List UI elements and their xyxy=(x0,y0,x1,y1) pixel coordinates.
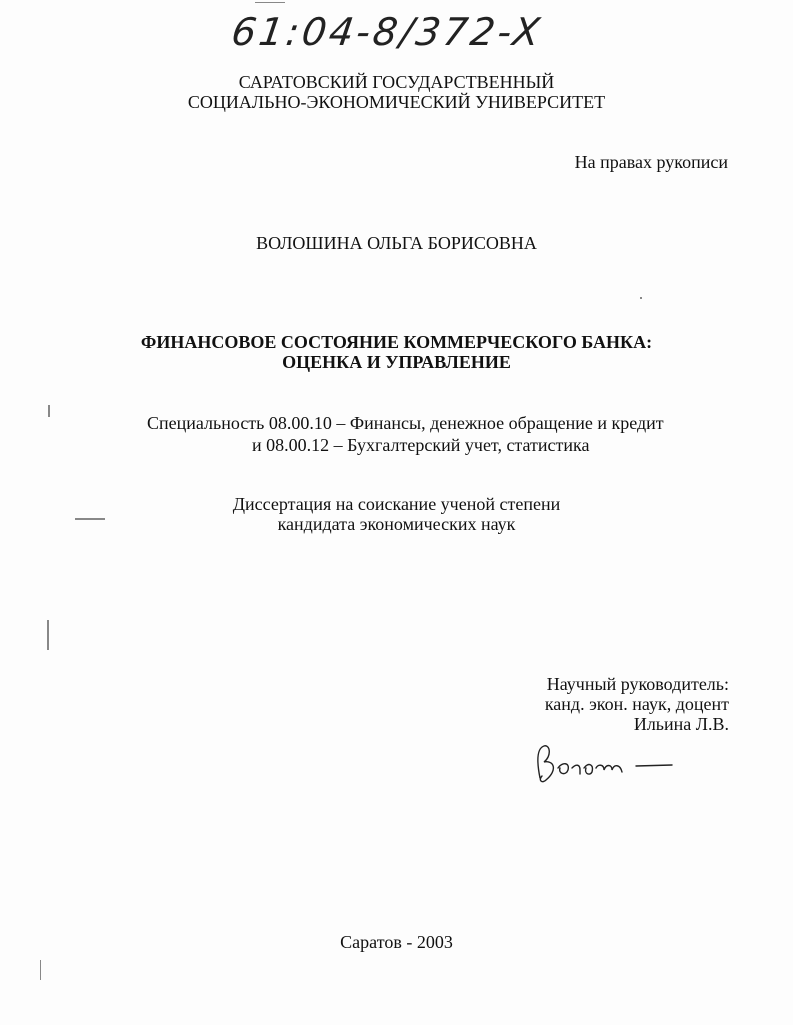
city-year: Саратов - 2003 xyxy=(340,932,453,952)
handwritten-catalog-code: 61:04-8/372-X xyxy=(228,10,546,54)
author-name: ВОЛОШИНА ОЛЬГА БОРИСОВНА xyxy=(256,233,537,253)
degree-line-1: Диссертация на соискание ученой степени xyxy=(232,494,561,514)
rights-note: На правах рукописи xyxy=(574,152,728,172)
scan-speck xyxy=(75,518,105,520)
university-line-1: САРАТОВСКИЙ ГОСУДАРСТВЕННЫЙ xyxy=(238,72,555,92)
handwritten-signature xyxy=(532,738,682,788)
scan-speck xyxy=(48,405,50,417)
stray-mark xyxy=(255,2,285,3)
specialty-line-2: и 08.00.12 – Бухгалтерский учет, статистика xyxy=(252,435,590,455)
advisor-line-3: Ильина Л.В. xyxy=(633,714,729,734)
specialty-line-1: Специальность 08.00.10 – Финансы, денежное обращение и кредит xyxy=(147,413,664,433)
advisor-line-2: канд. экон. наук, доцент xyxy=(544,694,729,714)
advisor-line-1: Научный руководитель: xyxy=(546,674,729,694)
scan-speck xyxy=(640,297,642,299)
scan-speck xyxy=(47,620,49,650)
scan-speck xyxy=(40,960,41,980)
dissertation-title-line-2: ОЦЕНКА И УПРАВЛЕНИЕ xyxy=(282,352,511,372)
degree-line-2: кандидата экономических наук xyxy=(277,514,516,534)
dissertation-title-line-1: ФИНАНСОВОЕ СОСТОЯНИЕ КОММЕРЧЕСКОГО БАНКА: xyxy=(140,332,653,352)
university-line-2: СОЦИАЛЬНО-ЭКОНОМИЧЕСКИЙ УНИВЕРСИТЕТ xyxy=(187,92,606,112)
